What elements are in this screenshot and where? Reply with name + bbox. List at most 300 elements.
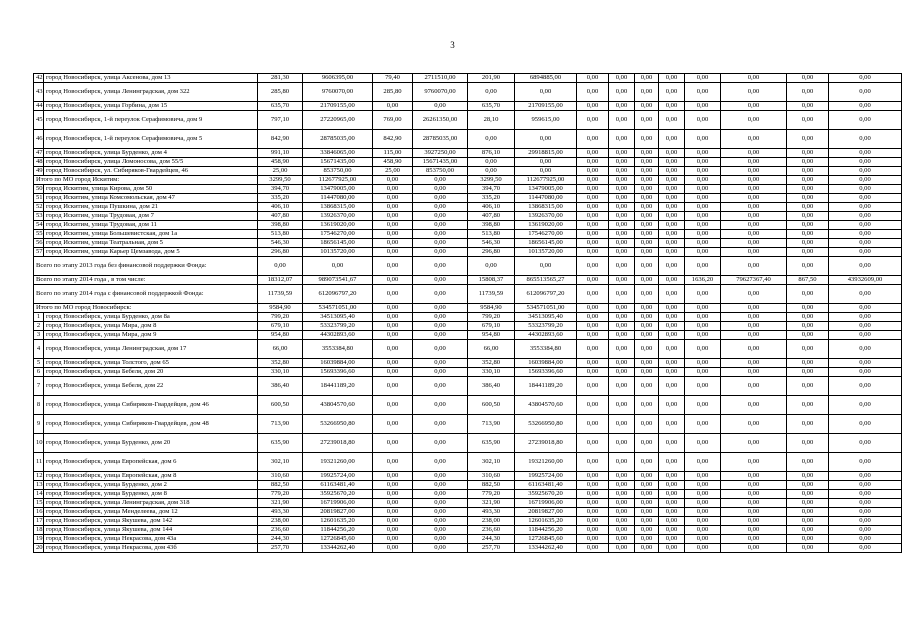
value-cell: 0,00: [787, 248, 829, 257]
value-cell: 0,00: [659, 544, 685, 553]
summary-row: [34, 257, 902, 276]
value-cell: 0,00: [413, 185, 468, 194]
value-cell: 15693396,60: [303, 368, 373, 377]
value-cell: 0,00: [635, 212, 659, 221]
value-cell: 0,00: [721, 257, 787, 276]
value-cell: 534571051,00: [515, 304, 577, 313]
value-cell: 0,00: [787, 194, 829, 203]
value-cell: 0,00: [609, 111, 635, 130]
value-cell: 0,00: [373, 517, 413, 526]
value-cell: 13926370,00: [515, 212, 577, 221]
row-number: 2: [34, 322, 44, 331]
row-number: 51: [34, 194, 44, 203]
value-cell: 797,10: [258, 111, 303, 130]
value-cell: 0,00: [829, 185, 902, 194]
value-cell: 0,00: [609, 340, 635, 359]
value-cell: 0,00: [373, 285, 413, 304]
value-cell: 28,10: [468, 111, 515, 130]
value-cell: 842,90: [258, 130, 303, 149]
value-cell: 18441189,20: [303, 377, 373, 396]
table-row: [34, 212, 902, 221]
value-cell: 0,00: [829, 359, 902, 368]
value-cell: 513,80: [258, 230, 303, 239]
value-cell: 0,00: [721, 396, 787, 415]
value-cell: 546,30: [258, 239, 303, 248]
address-cell: город Новосибирск, улица Бурденко, дом 8а: [44, 313, 258, 322]
value-cell: 0,00: [659, 499, 685, 508]
value-cell: 0,00: [787, 544, 829, 553]
value-cell: 0,00: [577, 481, 609, 490]
value-cell: 0,00: [721, 544, 787, 553]
value-cell: 0,00: [413, 276, 468, 285]
value-cell: 33846065,00: [303, 149, 373, 158]
value-cell: 0,00: [829, 221, 902, 230]
value-cell: 865513565,27: [515, 276, 577, 285]
value-cell: 0,00: [609, 526, 635, 535]
value-cell: 0,00: [577, 535, 609, 544]
value-cell: 0,00: [413, 526, 468, 535]
value-cell: 0,00: [373, 359, 413, 368]
value-cell: 842,90: [373, 130, 413, 149]
value-cell: 0,00: [577, 508, 609, 517]
table-row: [34, 535, 902, 544]
value-cell: 0,00: [515, 158, 577, 167]
value-cell: 26261350,00: [413, 111, 468, 130]
value-cell: 18656145,00: [515, 239, 577, 248]
value-cell: 0,00: [659, 313, 685, 322]
value-cell: 0,00: [635, 472, 659, 481]
value-cell: 0,00: [373, 248, 413, 257]
value-cell: 0,00: [373, 239, 413, 248]
value-cell: 0,00: [685, 221, 721, 230]
value-cell: 53323799,20: [303, 322, 373, 331]
value-cell: 0,00: [659, 359, 685, 368]
address-cell: город Новосибирск, улица Сибиряков-Гвардейцев, дом 48: [44, 415, 258, 434]
value-cell: 0,00: [609, 276, 635, 285]
value-cell: 0,00: [659, 490, 685, 499]
value-cell: 16039884,00: [515, 359, 577, 368]
table-row: [34, 396, 902, 415]
value-cell: 0,00: [787, 322, 829, 331]
row-number: 48: [34, 158, 44, 167]
value-cell: 17546270,00: [303, 230, 373, 239]
value-cell: 0,00: [787, 212, 829, 221]
value-cell: 238,00: [468, 517, 515, 526]
value-cell: 406,10: [468, 203, 515, 212]
value-cell: 0,00: [577, 544, 609, 553]
address-cell: город Новосибирск, 1-й переулок Серафимовича, дом 9: [44, 111, 258, 130]
value-cell: 0,00: [373, 313, 413, 322]
address-cell: город Новосибирск, улица Бебеля, дом 22: [44, 377, 258, 396]
value-cell: 0,00: [659, 535, 685, 544]
value-cell: 21709155,00: [303, 102, 373, 111]
row-number: 11: [34, 453, 44, 472]
value-cell: 201,90: [468, 74, 515, 83]
value-cell: 0,00: [829, 340, 902, 359]
address-cell: город Искитим, улица Карьер Цемзавода, дом 5: [44, 248, 258, 257]
value-cell: 0,00: [787, 340, 829, 359]
page-number: 3: [450, 40, 455, 50]
value-cell: 0,00: [787, 481, 829, 490]
value-cell: 28785035,00: [303, 130, 373, 149]
table-row: [34, 490, 902, 499]
value-cell: 0,00: [685, 499, 721, 508]
value-cell: 0,00: [659, 517, 685, 526]
value-cell: 0,00: [829, 203, 902, 212]
value-cell: 13619020,00: [303, 221, 373, 230]
value-cell: 0,00: [829, 544, 902, 553]
row-number: 43: [34, 83, 44, 102]
value-cell: 0,00: [685, 230, 721, 239]
value-cell: 0,00: [577, 111, 609, 130]
value-cell: 0,00: [373, 331, 413, 340]
address-cell: город Новосибирск, улица Толстого, дом 65: [44, 359, 258, 368]
value-cell: 0,00: [829, 304, 902, 313]
value-cell: 0,00: [659, 248, 685, 257]
value-cell: 0,00: [659, 130, 685, 149]
value-cell: 0,00: [609, 130, 635, 149]
value-cell: 0,00: [635, 194, 659, 203]
value-cell: 0,00: [721, 212, 787, 221]
value-cell: 43932609,00: [829, 276, 902, 285]
value-cell: 0,00: [685, 185, 721, 194]
value-cell: 0,00: [577, 149, 609, 158]
value-cell: 0,00: [721, 158, 787, 167]
value-cell: 0,00: [685, 396, 721, 415]
value-cell: 238,00: [258, 517, 303, 526]
value-cell: 991,10: [258, 149, 303, 158]
value-cell: 0,00: [577, 304, 609, 313]
value-cell: 0,00: [609, 508, 635, 517]
value-cell: 0,00: [829, 368, 902, 377]
value-cell: 0,00: [635, 185, 659, 194]
value-cell: 0,00: [721, 167, 787, 176]
value-cell: 15671435,00: [303, 158, 373, 167]
value-cell: 0,00: [659, 276, 685, 285]
value-cell: 34513095,40: [303, 313, 373, 322]
value-cell: 0,00: [577, 377, 609, 396]
value-cell: 0,00: [829, 415, 902, 434]
value-cell: 0,00: [829, 517, 902, 526]
address-cell: город Новосибирск, улица Мира, дом 8: [44, 322, 258, 331]
row-number: 55: [34, 230, 44, 239]
value-cell: 296,80: [258, 248, 303, 257]
value-cell: 0,00: [577, 212, 609, 221]
table-row: [34, 149, 902, 158]
value-cell: 0,00: [635, 481, 659, 490]
value-cell: 0,00: [721, 535, 787, 544]
value-cell: 0,00: [721, 490, 787, 499]
value-cell: 0,00: [413, 194, 468, 203]
value-cell: 0,00: [635, 203, 659, 212]
row-number: 44: [34, 102, 44, 111]
value-cell: 0,00: [787, 74, 829, 83]
value-cell: 0,00: [635, 415, 659, 434]
value-cell: 244,30: [258, 535, 303, 544]
value-cell: 394,70: [258, 185, 303, 194]
value-cell: 0,00: [787, 203, 829, 212]
value-cell: 0,00: [635, 517, 659, 526]
value-cell: 12726845,60: [303, 535, 373, 544]
value-cell: 398,80: [258, 221, 303, 230]
table-row: [34, 415, 902, 434]
address-cell: город Новосибирск, улица Бебеля, дом 20: [44, 368, 258, 377]
value-cell: 0,00: [787, 313, 829, 322]
value-cell: 0,00: [635, 83, 659, 102]
row-number: 4: [34, 340, 44, 359]
value-cell: 0,00: [373, 340, 413, 359]
value-cell: 330,10: [468, 368, 515, 377]
value-cell: 0,00: [413, 499, 468, 508]
value-cell: 0,00: [413, 359, 468, 368]
value-cell: 0,00: [373, 276, 413, 285]
value-cell: 0,00: [685, 415, 721, 434]
value-cell: 0,00: [635, 368, 659, 377]
value-cell: 0,00: [659, 396, 685, 415]
row-number: 16: [34, 508, 44, 517]
value-cell: 513,80: [468, 230, 515, 239]
value-cell: 0,00: [721, 304, 787, 313]
value-cell: 458,90: [258, 158, 303, 167]
value-cell: 61163481,40: [515, 481, 577, 490]
value-cell: 0,00: [413, 102, 468, 111]
value-cell: 27220965,00: [303, 111, 373, 130]
value-cell: 11447080,00: [515, 194, 577, 203]
value-cell: 0,00: [829, 396, 902, 415]
address-cell: город Новосибирск, ул. Сибиряков-Гвардейцев, 46: [44, 167, 258, 176]
value-cell: 44302893,60: [303, 331, 373, 340]
table-row: [34, 359, 902, 368]
table-row: [34, 313, 902, 322]
value-cell: 0,00: [685, 517, 721, 526]
value-cell: 954,80: [468, 331, 515, 340]
value-cell: 0,00: [635, 304, 659, 313]
value-cell: 0,00: [413, 248, 468, 257]
value-cell: 0,00: [685, 304, 721, 313]
row-number: 50: [34, 185, 44, 194]
value-cell: 11739,59: [258, 285, 303, 304]
value-cell: 321,90: [258, 499, 303, 508]
value-cell: 0,00: [659, 377, 685, 396]
value-cell: 0,00: [721, 221, 787, 230]
value-cell: 13868315,00: [303, 203, 373, 212]
value-cell: 44302893,60: [515, 331, 577, 340]
value-cell: 281,30: [258, 74, 303, 83]
value-cell: 0,00: [787, 304, 829, 313]
value-cell: 0,00: [685, 203, 721, 212]
value-cell: 635,70: [468, 102, 515, 111]
value-cell: 9584,90: [258, 304, 303, 313]
row-number: 19: [34, 535, 44, 544]
value-cell: 0,00: [635, 74, 659, 83]
value-cell: 0,00: [829, 230, 902, 239]
value-cell: 635,70: [258, 102, 303, 111]
row-number: 17: [34, 517, 44, 526]
value-cell: 0,00: [577, 453, 609, 472]
value-cell: 0,00: [635, 359, 659, 368]
table-row: [34, 472, 902, 481]
value-cell: 0,00: [609, 248, 635, 257]
table-row: [34, 158, 902, 167]
value-cell: 0,00: [659, 304, 685, 313]
value-cell: 0,00: [659, 230, 685, 239]
value-cell: 0,00: [577, 185, 609, 194]
row-number: 9: [34, 415, 44, 434]
value-cell: 9760070,00: [303, 83, 373, 102]
value-cell: 9606395,00: [303, 74, 373, 83]
value-cell: 0,00: [829, 285, 902, 304]
value-cell: 0,00: [577, 472, 609, 481]
value-cell: 0,00: [577, 340, 609, 359]
address-cell: город Искитим, улица Трудовая, дом 7: [44, 212, 258, 221]
value-cell: 0,00: [609, 359, 635, 368]
value-cell: 15808,37: [468, 276, 515, 285]
value-cell: 0,00: [829, 130, 902, 149]
value-cell: 285,80: [258, 83, 303, 102]
value-cell: 0,00: [635, 490, 659, 499]
value-cell: 11844256,20: [515, 526, 577, 535]
value-cell: 10135720,00: [515, 248, 577, 257]
value-cell: 0,00: [721, 130, 787, 149]
value-cell: 0,00: [787, 102, 829, 111]
value-cell: 0,00: [577, 239, 609, 248]
value-cell: 0,00: [685, 322, 721, 331]
value-cell: 0,00: [787, 111, 829, 130]
value-cell: 0,00: [373, 176, 413, 185]
value-cell: 0,00: [787, 535, 829, 544]
value-cell: 0,00: [373, 415, 413, 434]
value-cell: 0,00: [659, 102, 685, 111]
address-cell: город Новосибирск, улица Горбина, дом 15: [44, 102, 258, 111]
value-cell: 0,00: [577, 158, 609, 167]
value-cell: 0,00: [609, 74, 635, 83]
value-cell: 0,00: [829, 158, 902, 167]
value-cell: 302,10: [468, 453, 515, 472]
value-cell: 0,00: [829, 453, 902, 472]
value-cell: 0,00: [609, 368, 635, 377]
value-cell: 0,00: [609, 158, 635, 167]
address-cell: город Новосибирск, улица Ленинградская, дом 322: [44, 83, 258, 102]
address-cell: город Новосибирск, улица Аксенова, дом 13: [44, 74, 258, 83]
value-cell: 0,00: [659, 415, 685, 434]
value-cell: 0,00: [685, 257, 721, 276]
value-cell: 799,20: [258, 313, 303, 322]
value-cell: 0,00: [258, 257, 303, 276]
table-row: [34, 167, 902, 176]
value-cell: 0,00: [609, 83, 635, 102]
table-row: [34, 526, 902, 535]
address-cell: город Новосибирск, улица Ломоносова, дом 55/5: [44, 158, 258, 167]
value-cell: 0,00: [635, 276, 659, 285]
value-cell: 0,00: [609, 544, 635, 553]
value-cell: 0,00: [721, 377, 787, 396]
value-cell: 0,00: [413, 313, 468, 322]
value-cell: 0,00: [373, 203, 413, 212]
row-number: 14: [34, 490, 44, 499]
value-cell: 0,00: [721, 239, 787, 248]
value-cell: 3927250,00: [413, 149, 468, 158]
value-cell: 3299,50: [468, 176, 515, 185]
value-cell: 0,00: [515, 130, 577, 149]
value-cell: 713,90: [468, 415, 515, 434]
value-cell: 0,00: [787, 167, 829, 176]
value-cell: 0,00: [721, 203, 787, 212]
value-cell: 53266950,80: [515, 415, 577, 434]
value-cell: 112677925,00: [515, 176, 577, 185]
value-cell: 0,00: [609, 322, 635, 331]
value-cell: 0,00: [787, 396, 829, 415]
row-number: 42: [34, 74, 44, 83]
table-row: [34, 368, 902, 377]
value-cell: 79627367,40: [721, 276, 787, 285]
value-cell: 0,00: [609, 149, 635, 158]
value-cell: 27239018,80: [515, 434, 577, 453]
value-cell: 0,00: [787, 415, 829, 434]
value-cell: 882,50: [258, 481, 303, 490]
value-cell: 0,00: [609, 481, 635, 490]
value-cell: 386,40: [258, 377, 303, 396]
value-cell: 398,80: [468, 221, 515, 230]
value-cell: 0,00: [685, 490, 721, 499]
value-cell: 779,20: [468, 490, 515, 499]
value-cell: 0,00: [721, 111, 787, 130]
value-cell: 0,00: [373, 212, 413, 221]
address-cell: город Новосибирск, улица Мира, дом 9: [44, 331, 258, 340]
value-cell: 0,00: [721, 74, 787, 83]
table-row: [34, 203, 902, 212]
value-cell: 0,00: [413, 221, 468, 230]
table-row: [34, 434, 902, 453]
table-row: [34, 185, 902, 194]
value-cell: 0,00: [685, 313, 721, 322]
value-cell: 20819827,00: [303, 508, 373, 517]
value-cell: 0,00: [609, 313, 635, 322]
value-cell: 0,00: [787, 490, 829, 499]
value-cell: 15671435,00: [413, 158, 468, 167]
value-cell: 0,00: [635, 158, 659, 167]
value-cell: 0,00: [829, 74, 902, 83]
table-row: [34, 499, 902, 508]
value-cell: 0,00: [787, 377, 829, 396]
value-cell: 0,00: [413, 230, 468, 239]
summary-label: Итого по МО город Искитим:: [34, 176, 258, 185]
value-cell: 0,00: [635, 111, 659, 130]
value-cell: 0,00: [829, 239, 902, 248]
value-cell: 0,00: [721, 149, 787, 158]
value-cell: 0,00: [577, 74, 609, 83]
value-cell: 0,00: [468, 83, 515, 102]
value-cell: 635,90: [468, 434, 515, 453]
value-cell: 0,00: [659, 74, 685, 83]
value-cell: 0,00: [577, 499, 609, 508]
value-cell: 0,00: [609, 415, 635, 434]
value-cell: 0,00: [609, 396, 635, 415]
value-cell: 0,00: [685, 111, 721, 130]
value-cell: 0,00: [787, 453, 829, 472]
value-cell: 0,00: [685, 526, 721, 535]
value-cell: 0,00: [685, 167, 721, 176]
value-cell: 534571051,00: [303, 304, 373, 313]
value-cell: 0,00: [413, 434, 468, 453]
value-cell: 0,00: [373, 526, 413, 535]
value-cell: 0,00: [373, 377, 413, 396]
value-cell: 19321260,00: [303, 453, 373, 472]
value-cell: 0,00: [721, 453, 787, 472]
value-cell: 11739,59: [468, 285, 515, 304]
value-cell: 0,00: [413, 490, 468, 499]
value-cell: 882,50: [468, 481, 515, 490]
value-cell: 0,00: [659, 368, 685, 377]
